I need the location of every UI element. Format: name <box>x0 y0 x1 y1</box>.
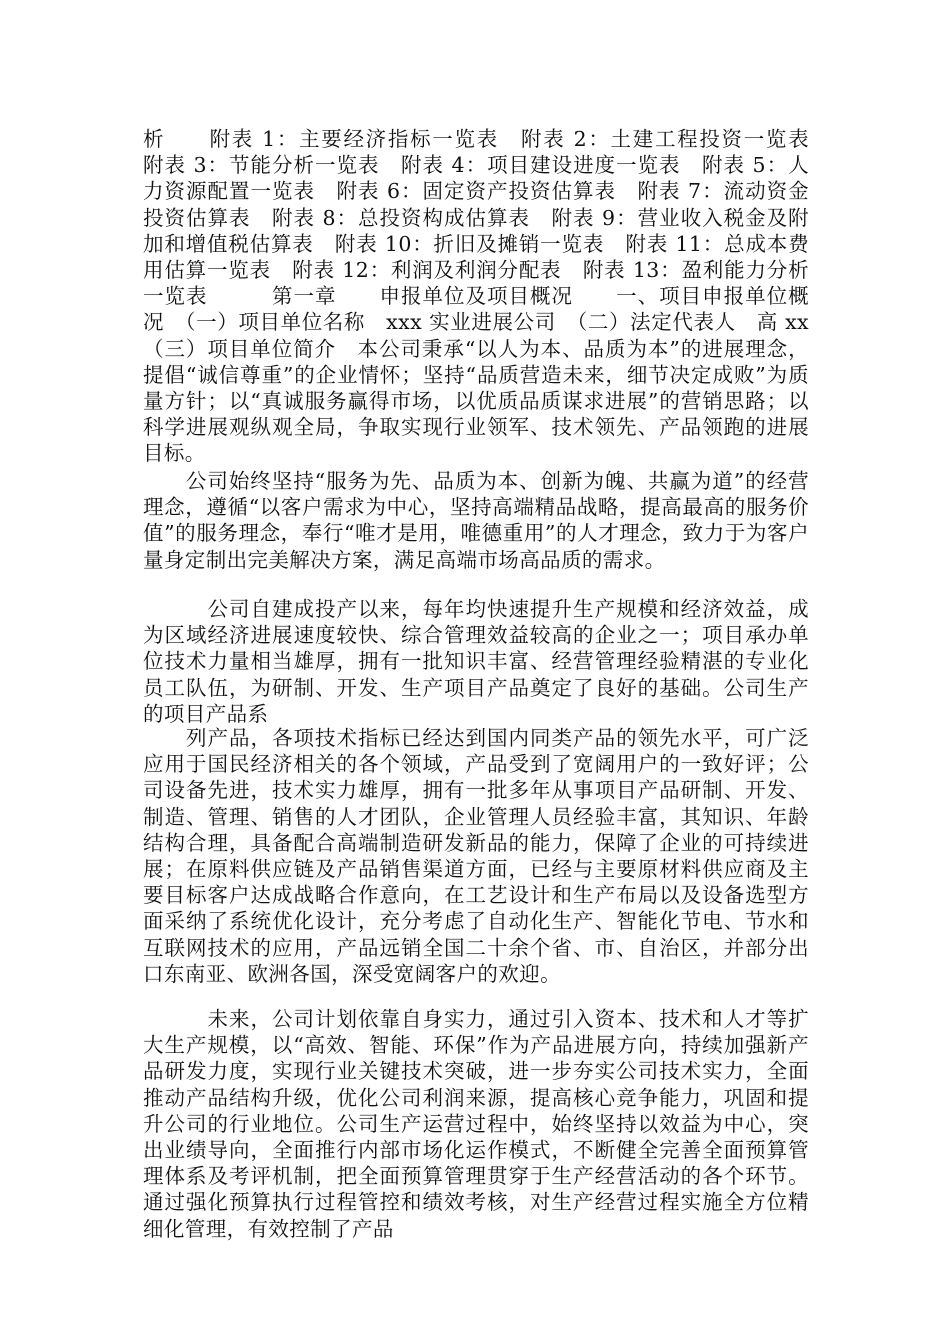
document-paragraph <box>143 1006 809 1242</box>
paragraph-text: 列产品，各项技术指标已经达到国内同类产品的领先水平，可广泛应用于国民经济相关的各个领域，产品受到了宽阔用户的一致好评；公司设备先进，技术实力雄厚，拥有一批多年从事项目产品研制、开发、制造、管理、销售的人才团队，企业管理人员经验丰富，其知识、年龄结构合理，具备配合高端制造研发新品的能力，保障了企业的可持续进展；在原料供应链及产品销售渠道方面，已经与主要原材料供应商及主要目标客户达成战略合作意向，在工艺设计和生产布局以及设备选型方面采纳了系统优化设计，充分考虑了自动化生产、智能化节电、节水和互联网技术的应用，产品远销全国二十余个省、市、自治区，并部分出口东南亚、欧洲各国，深受宽阔客户的欢迎。 <box>143 726 809 986</box>
paragraph-text: 公司自建成投产以来，每年均快速提升生产规模和经济效益，成为区域经济进展速度较快、综合管理效益较高的企业之一；项目承办单位技术力量相当雄厚，拥有一批知识丰富、经营管理经验精湛的专业化员工队伍，为研制、开发、生产项目产品奠定了良好的基础。公司生产的项目产品系 <box>143 597 809 726</box>
paragraph-text: 未来，公司计划依靠自身实力，通过引入资本、技术和人才等扩大生产规模，以“高效、智能、环保”作为产品进展方向，持续加强新产品研发力度，实现行业关键技术突破，进一步夯实公司技术实力，全面推动产品结构升级，优化公司利润来源，提高核心竞争能力，巩固和提升公司的行业地位。公司生产运营过程中，始终坚持以效益为中心，突出业绩导向，全面推行内部市场化运作模式，不断健全完善全面预算管理体系及考评机制，把全面预算管理贯穿于生产经营活动的各个环节。通过强化预算执行过程管控和绩效考核，对生产经营过程实施全方位精细化管理，有效控制了产品 <box>143 1007 809 1241</box>
document-paragraph <box>143 596 809 727</box>
document-paragraph <box>143 126 851 467</box>
paragraph-text: 析 附表 1：主要经济指标一览表 附表 2：土建工程投资一览表 附表 3：节能分析一览表 附表 4：项目建设进度一览表 附表 5：人力资源配置一览表 附表 6：固定资产投资估算表 附表 7：流动资金投资估算表 附表 8：总投资构成估算表 附表 9：营业收入税金及附加和增值税估算表 附表 10：折旧及摊销一览表 附表 11：总成本费用估算一览表 附表 12：利润及利润分配表 附表 13：盈利能力分析一览表 第一章 申报单位及项目概况 一、项目申报单位概况 （一）项目单位名称 xxx 实业进展公司 （二）法定代表人 高 xx （三）项目单位简介 本公司秉承“以人为本、品质为本”的进展理念，提倡“诚信尊重”的企业情怀；坚持“品质营造未来，细节决定成败”为质量方针；以“真诚服务赢得市场，以优质品质谋求进展”的营销思路；以科学进展观纵观全局，争取实现行业领军、技术领先、产品领跑的进展目标。 <box>143 127 851 466</box>
document-paragraph <box>143 468 809 573</box>
paragraph-text: 公司始终坚持“服务为先、品质为本、创新为魄、共赢为道”的经营理念，遵循“以客户需求为中心，坚持高端精品战略，提高最高的服务价值”的服务理念，奉行“唯才是用，唯德重用”的人才理念，致力于为客户量身定制出完美解决方案，满足高端市场高品质的需求。 <box>143 469 809 572</box>
document-paragraph <box>143 725 809 987</box>
